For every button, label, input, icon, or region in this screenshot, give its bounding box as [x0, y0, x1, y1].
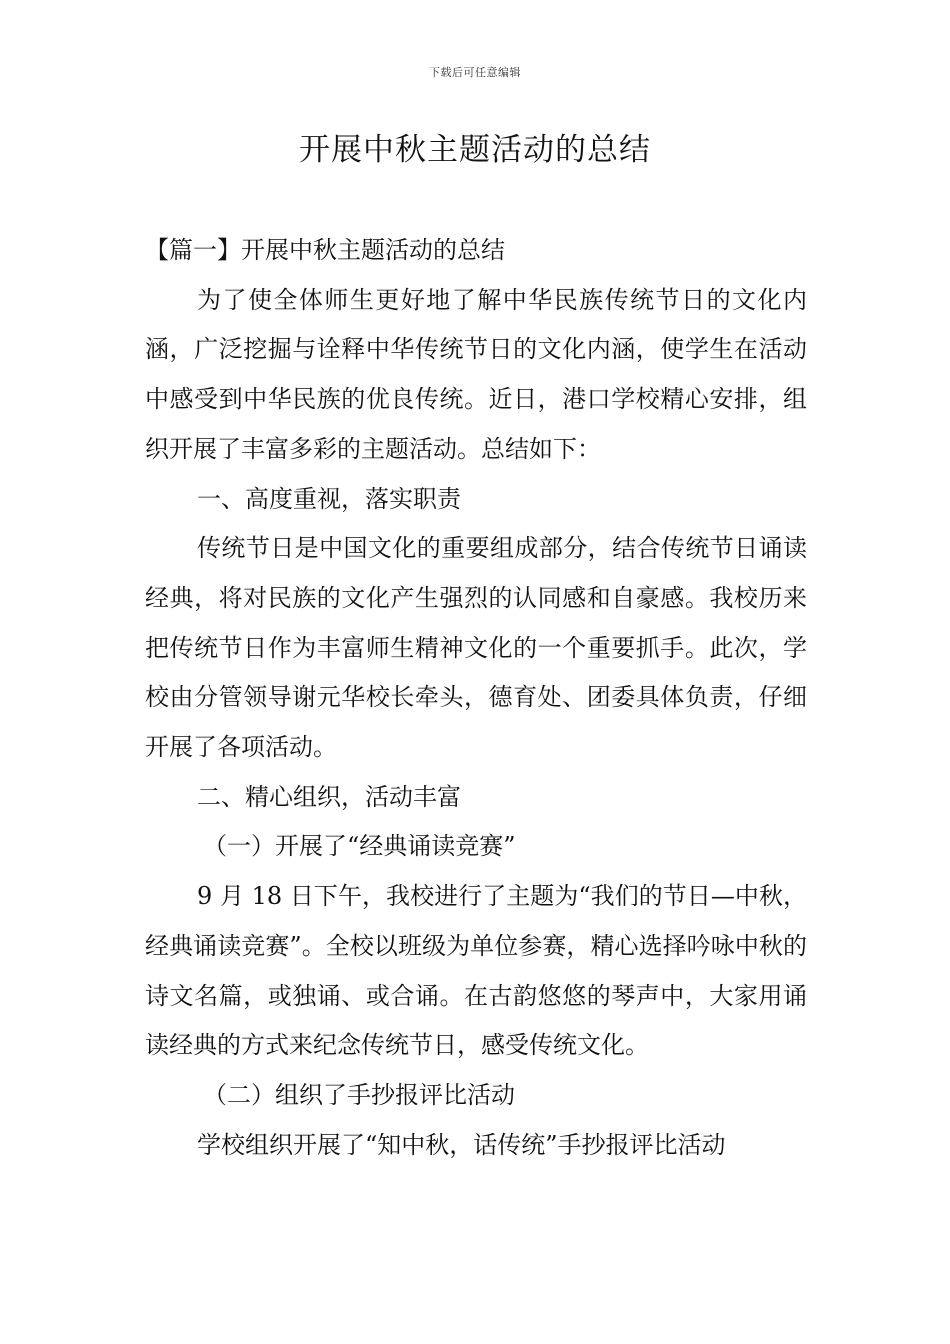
section-heading: 【篇一】开展中秋主题活动的总结	[145, 236, 505, 264]
subheading: 一、高度重视，落实职责	[197, 484, 461, 513]
paragraph: 传统节日是中国文化的重要组成部分，结合传统节日诵读经典，将对民族的文化产生强烈的认同感和自豪感。我校历来把传统节日作为丰富师生精神文化的一个重要抓手。此次，学校由分管领导谢元华校长牵头，德育处、团委具体负责，仔细开展了各项活动。	[145, 534, 807, 762]
document-body	[145, 226, 807, 1170]
subheading: （二）组织了手抄报评比活动	[203, 1080, 515, 1109]
paragraph: 为了使全体师生更好地了解中华民族传统节日的文化内涵，广泛挖掘与诠释中华传统节日的文化内涵，使学生在活动中感受到中华民族的优良传统。近日，港口学校精心安排，组织开展了丰富多彩的主题活动。总结如下：	[145, 285, 807, 463]
document-title: 开展中秋主题活动的总结	[299, 132, 651, 168]
paragraph: 9 月 18 日下午，我校进行了主题为“我们的节日—中秋，经典诵读竞赛”。全校以班级为单位参赛，精心选择吟咏中秋的诗文名篇，或独诵、或合诵。在古韵悠悠的琴声中，大家用诵读经典的方式来纪念传统节日，感受传统文化。	[145, 882, 807, 1060]
subheading: 二、精心组织，活动丰富	[197, 782, 461, 811]
header-note: 下载后可任意编辑	[429, 66, 521, 79]
paragraph: 学校组织开展了“知中秋，话传统”手抄报评比活动	[197, 1130, 726, 1159]
subheading: （一）开展了“经典诵读竞赛”	[203, 832, 516, 861]
